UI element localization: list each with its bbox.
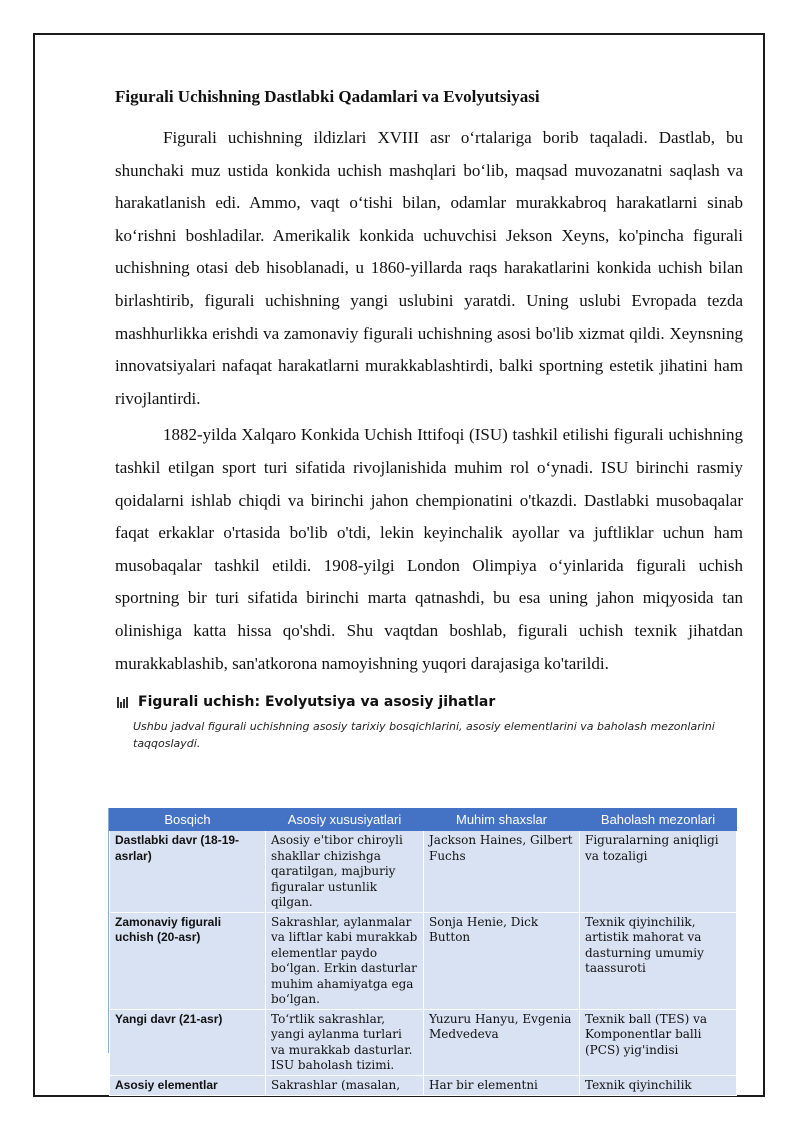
- table-cell: Texnik qiyinchilik: [580, 1075, 737, 1095]
- table-caption: Ushbu jadval figurali uchishning asosiy tarixiy bosqichlarini, asosiy elementlarini va baholash mezonlarini taqqoslaydi.: [133, 720, 715, 751]
- column-header: Bosqich: [110, 809, 266, 831]
- row-header-cell: Yangi davr (21-asr): [110, 1009, 266, 1075]
- table-row: [110, 912, 737, 1009]
- table-cell: Sakrashlar (masalan,: [266, 1075, 424, 1095]
- table-cell: Yuzuru Hanyu, Evgenia Medvedeva: [424, 1009, 580, 1075]
- row-header-cell: Zamonaviy figurali uchish (20-asr): [110, 912, 266, 1009]
- column-header: Asosiy xususiyatlari: [266, 809, 424, 831]
- table-heading: [115, 694, 743, 710]
- comparison-table: [109, 808, 737, 1096]
- table-row: [110, 1009, 737, 1075]
- row-header-cell: Dastlabki davr (18-19-asrlar): [110, 831, 266, 913]
- paragraph-1: Figurali uchishning ildizlari XVIII asr o‘rtalariga borib taqaladi. Dastlab, bu shunchaki muz ustida konkida uchish mashqlari bo‘lib, maqsad muvozanatni saqlash va harakatlanish edi. Ammo, vaqt o‘tishi bilan, odamlar murakkabroq harakatlarni sinab ko‘rishni boshladilar. Amerikalik konkida uchuvchisi Jekson Xeyns, ko'pincha figurali uchishning otasi deb hisoblanadi, u 1860-yillarda raqs harakatlarini konkida uchish bilan birlashtirib, figurali uchishning yangi uslubini yaratdi. Uning uslubi Evropada tezda mashhurlikka erishdi va zamonaviy figurali uchishning asosi bo'lib xizmat qildi. Xeynsning innovatsiyalari nafaqat harakatlarni murakkablashtirdi, balki sportning estetik jihatini ham rivojlantirdi.: [115, 128, 743, 408]
- table-row: [110, 1075, 737, 1095]
- table-cell: Har bir elementni: [424, 1075, 580, 1095]
- table-cell: Texnik qiyinchilik, artistik mahorat va dasturning umumiy taassuroti: [580, 912, 737, 1009]
- table-cell: To‘rtlik sakrashlar, yangi aylanma turlari va murakkab dasturlar. ISU baholash tizimi.: [266, 1009, 424, 1075]
- column-header: Muhim shaxslar: [424, 809, 580, 831]
- document-title: Figurali Uchishning Dastlabki Qadamlari va Evolyutsiyasi: [115, 87, 540, 106]
- document-body: [115, 84, 743, 752]
- table-container: [108, 808, 737, 1092]
- table-heading-text: Figurali uchish: Evolyutsiya va asosiy jihatlar: [138, 694, 496, 711]
- table-row: [110, 831, 737, 913]
- table-cell: Sakrashlar, aylanmalar va liftlar kabi murakkab elementlar paydo bo‘lgan. Erkin dasturlar muhim ahamiyatga ega bo‘lgan.: [266, 912, 424, 1009]
- bar-chart-icon: [117, 697, 128, 708]
- table-cell: Sonja Henie, Dick Button: [424, 912, 580, 1009]
- table-cell: Asosiy e'tibor chiroyli shakllar chizishga qaratilgan, majburiy figuralar ustunlik qilgan.: [266, 831, 424, 913]
- table-cell: Jackson Haines, Gilbert Fuchs: [424, 831, 580, 913]
- column-header: Baholash mezonlari: [580, 809, 737, 831]
- table-header-row: [110, 809, 737, 831]
- paragraph-2: 1882-yilda Xalqaro Konkida Uchish Ittifoqi (ISU) tashkil etilishi figurali uchishning tashkil etilgan sport turi sifatida rivojlanishida muhim rol o‘ynadi. ISU birinchi rasmiy qoidalarni ishlab chiqdi va birinchi jahon chempionatini o'tkazdi. Dastlabki musobaqalar faqat erkaklar o'rtasida bo'lib o'tdi, lekin keyinchalik ayollar va juftliklar uchun ham musobaqalar tashkil etildi. 1908-yilgi London Olimpiya o‘yinlarida figurali uchish sportning bir turi sifatida birinchi marta qatnashdi, bu esa uning jahon miqyosida tan olinishiga katta hissa qo'shdi. Shu vaqtdan boshlab, figurali uchish texnik jihatdan murakkablashib, san'atkorona namoyishning yuqori darajasiga ko'tarildi.: [115, 425, 743, 673]
- table-cell: Figuralarning aniqligi va tozaligi: [580, 831, 737, 913]
- table-cell: Texnik ball (TES) va Komponentlar balli (PCS) yig'indisi: [580, 1009, 737, 1075]
- row-header-cell: Asosiy elementlar: [110, 1075, 266, 1095]
